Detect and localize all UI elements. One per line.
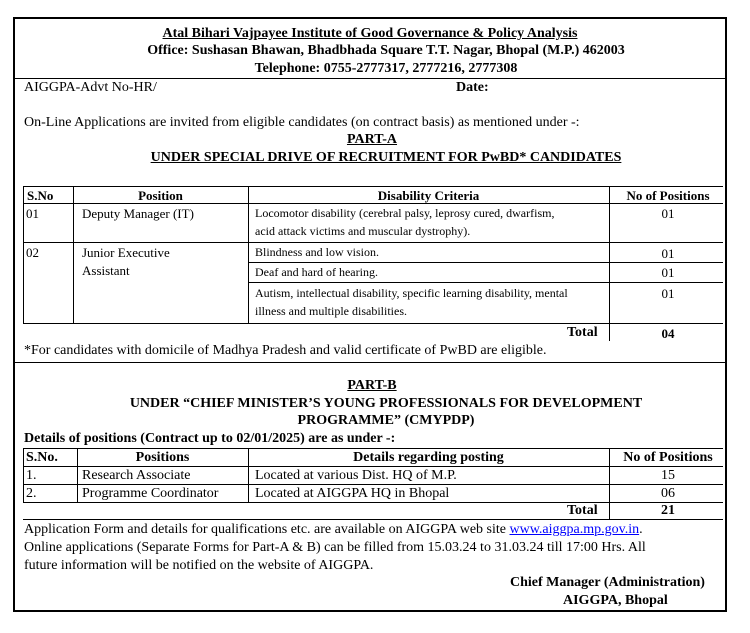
footer-line-3: future information will be notified on the website of AIGGPA. <box>24 558 374 573</box>
row2-criteria-1: Blindness and low vision. <box>255 245 380 259</box>
rowb2-count: 06 <box>661 486 675 501</box>
row2-position-2: Assistant <box>82 263 130 278</box>
part-a-total-value: 04 <box>661 326 675 341</box>
header-divider <box>15 78 725 79</box>
part-b-title-2: PROGRAMME” (CMYPDP) <box>297 413 475 428</box>
row2-position-1: Junior Executive <box>82 245 170 260</box>
col-disability: Disability Criteria <box>377 188 480 203</box>
row1-count: 01 <box>661 206 675 221</box>
date-label: Date: <box>456 80 489 95</box>
intro-text: On-Line Applications are invited from eligible candidates (on contract basis) as mentioned under -: <box>24 115 580 130</box>
colb-sno: S.No. <box>26 450 58 465</box>
row2-count-3: 01 <box>661 286 675 301</box>
row1-criteria-1: Locomotor disability (cerebral palsy, leprosy cured, dwarfism, <box>255 206 555 220</box>
rowb2-position: Programme Coordinator <box>82 486 219 501</box>
row2-sno: 02 <box>26 245 39 260</box>
footer-line-2: Online applications (Separate Forms for Part-A & B) can be filled from 15.03.24 to 31.03.24 till 17:00 Hrs. All <box>24 540 646 555</box>
row1-criteria-2: acid attack victims and muscular dystrophy). <box>255 224 471 238</box>
rowb1-position: Research Associate <box>82 468 191 483</box>
part-a-total-label: Total <box>567 325 598 340</box>
part-a-label: PART-A <box>346 132 398 147</box>
footer-line-1: Application Form and details for qualifications etc. are available on AIGGPA web site www.aiggpa.mp.gov.in. <box>24 522 643 537</box>
part-b-details: Details of positions (Contract up to 02/01/2025) are as under -: <box>24 431 396 446</box>
col-position: Position <box>138 188 183 203</box>
colb-details: Details regarding posting <box>353 450 504 465</box>
row1-position: Deputy Manager (IT) <box>82 206 194 221</box>
telephone: Telephone: 0755-2777317, 2777216, 2777308 <box>254 61 518 76</box>
col-sno: S.No <box>27 188 54 203</box>
part-a-title: UNDER SPECIAL DRIVE OF RECRUITMENT FOR PwBD* CANDIDATES <box>150 150 622 165</box>
row2-count-1: 01 <box>661 246 675 261</box>
office-address: Office: Sushasan Bhawan, Bhadbhada Square T.T. Nagar, Bhopal (M.P.) 462003 <box>147 43 625 58</box>
signatory-title: Chief Manager (Administration) <box>510 575 705 590</box>
rowb1-count: 15 <box>661 468 675 483</box>
table-a-top <box>23 186 723 187</box>
row2-count-2: 01 <box>661 265 675 280</box>
part-b-total-value: 21 <box>661 503 675 518</box>
section-divider <box>15 362 725 363</box>
rowb2-sno: 2. <box>26 486 37 501</box>
website-link[interactable]: www.aiggpa.mp.gov.in <box>509 522 640 537</box>
col-count: No of Positions <box>626 188 710 203</box>
row2-criteria-3a: Autism, intellectual disability, specific learning disability, mental <box>255 286 568 300</box>
pwbd-note: *For candidates with domicile of Madhya Pradesh and valid certificate of PwBD are eligible. <box>24 343 547 358</box>
colb-position: Positions <box>135 450 190 465</box>
row2-criteria-3b: illness and multiple disabilities. <box>255 304 407 318</box>
row1-sno: 01 <box>26 206 39 221</box>
advt-number: AIGGPA-Advt No-HR/ <box>24 80 157 95</box>
part-b-title-1: UNDER “CHIEF MINISTER’S YOUNG PROFESSIONALS FOR DEVELOPMENT <box>129 396 643 411</box>
rowb1-details: Located at various Dist. HQ of M.P. <box>255 468 457 483</box>
rowb2-details: Located at AIGGPA HQ in Bhopal <box>255 486 450 501</box>
row2-criteria-2: Deaf and hard of hearing. <box>255 265 378 279</box>
institute-name: Atal Bihari Vajpayee Institute of Good Governance & Policy Analysis <box>162 26 578 41</box>
part-b-total-label: Total <box>567 503 598 518</box>
part-b-label: PART-B <box>347 378 397 393</box>
signatory-org: AIGGPA, Bhopal <box>563 593 668 608</box>
rowb1-sno: 1. <box>26 468 37 483</box>
colb-count: No of Positions <box>623 450 713 465</box>
